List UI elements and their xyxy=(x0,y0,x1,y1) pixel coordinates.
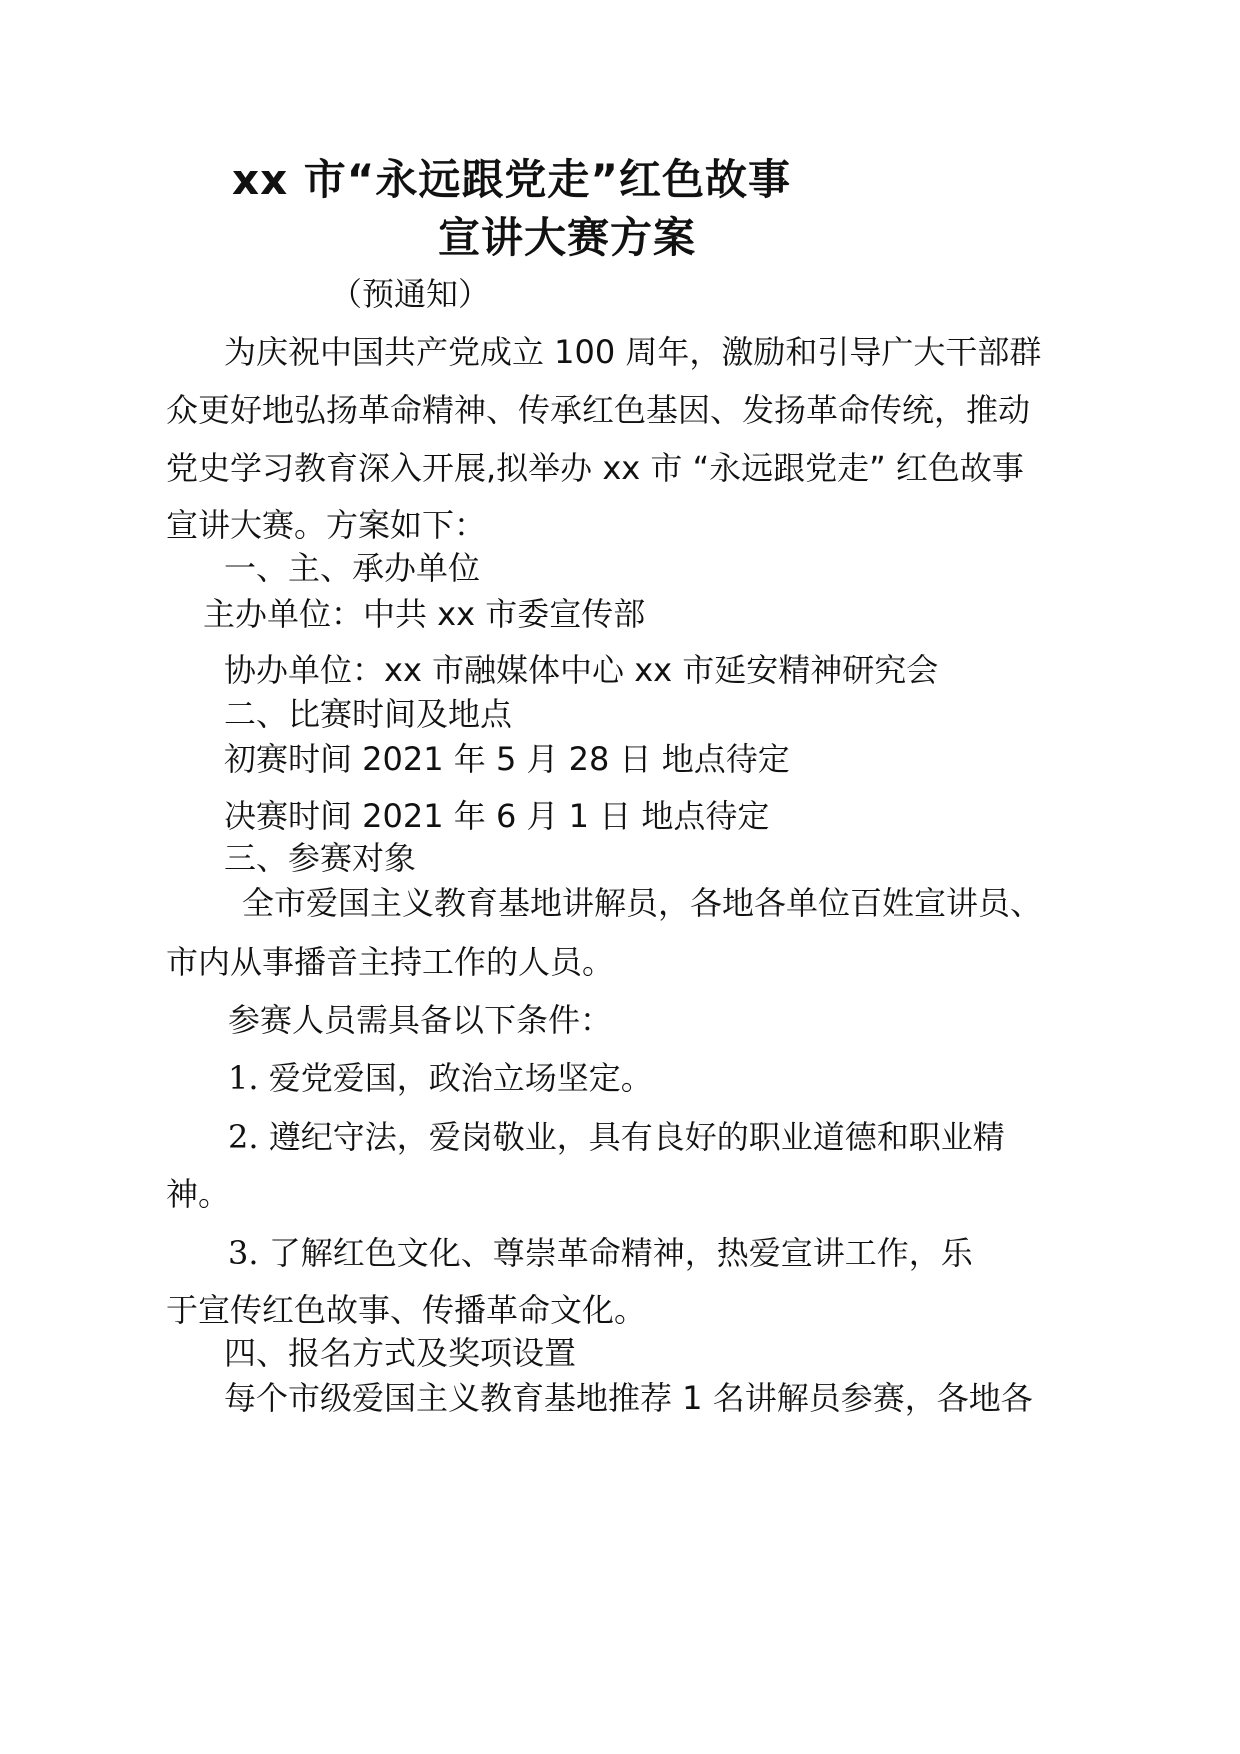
condition-1-number: 1. xyxy=(228,1059,259,1097)
intro-line-4: 宣讲大赛。方案如下： xyxy=(166,506,487,544)
conditions-intro: 参赛人员需具备以下条件： xyxy=(228,1001,613,1039)
section-4-line-1: 每个市级爱国主义教育基地推荐 1 名讲解员参赛，各地各 xyxy=(224,1379,1033,1417)
condition-3-continued: 于宣传红色故事、传播革命文化。 xyxy=(166,1291,647,1329)
targets-line-1: 全市爱国主义教育基地讲解员，各地各单位百姓宣讲员、 xyxy=(242,884,1043,922)
final-time: 决赛时间 2021 年 6 月 1 日 地点待定 xyxy=(224,797,770,835)
document-subtitle: （预通知） xyxy=(330,275,491,313)
document-title-line2: 宣讲大赛方案 xyxy=(438,213,697,262)
section-4-heading: 四、报名方式及奖项设置 xyxy=(224,1334,577,1372)
section-2-heading: 二、比赛时间及地点 xyxy=(224,695,513,733)
condition-2-text: 遵纪守法，爱岗敬业，具有良好的职业道德和职业精 xyxy=(268,1118,1005,1156)
section-3-heading: 三、参赛对象 xyxy=(224,839,417,877)
host-unit: 主办单位：中共 xx 市委宣传部 xyxy=(203,595,646,633)
condition-3-text: 了解红色文化、尊崇革命精神，热爱宣讲工作，乐 xyxy=(268,1234,973,1272)
prelim-time: 初赛时间 2021 年 5 月 28 日 地点待定 xyxy=(224,740,790,778)
condition-2-number: 2. xyxy=(228,1118,259,1156)
condition-2 xyxy=(228,1117,1005,1157)
section-1-heading: 一、主、承办单位 xyxy=(224,549,481,587)
cohost-unit: 协办单位：xx 市融媒体中心 xx 市延安精神研究会 xyxy=(224,651,939,689)
condition-1-text: 爱党爱国，政治立场坚定。 xyxy=(268,1059,653,1097)
condition-3 xyxy=(228,1233,973,1273)
intro-line-3: 党史学习教育深入开展,拟举办 xx 市 “永远跟党走” 红色故事 xyxy=(166,449,1024,487)
condition-3-number: 3. xyxy=(228,1234,259,1272)
intro-line-1: 为庆祝中国共产党成立 100 周年，激励和引导广大干部群 xyxy=(224,333,1042,371)
condition-2-continued: 神。 xyxy=(166,1175,231,1213)
targets-line-2: 市内从事播音主持工作的人员。 xyxy=(166,943,615,981)
document-title-line1: xx 市“永远跟党走”红色故事 xyxy=(232,155,792,204)
intro-line-2: 众更好地弘扬革命精神、传承红色基因、发扬革命传统，推动 xyxy=(166,391,1031,429)
condition-1 xyxy=(228,1058,653,1098)
